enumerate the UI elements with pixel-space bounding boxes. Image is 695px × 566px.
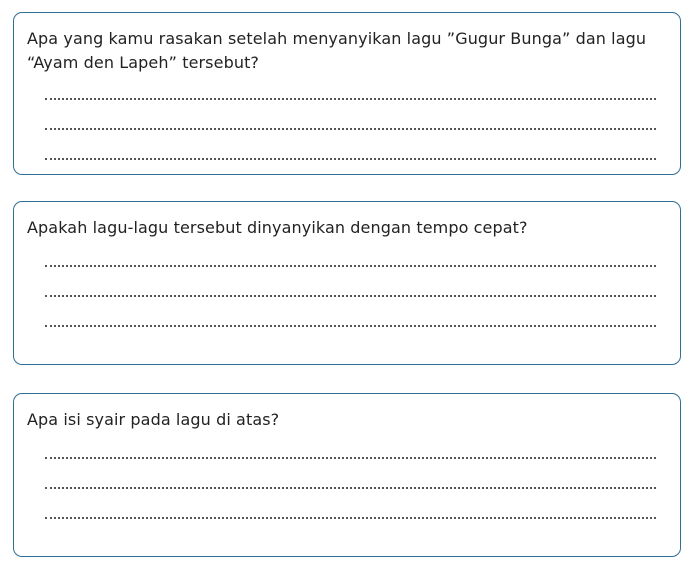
answer-line[interactable] (45, 98, 656, 100)
answer-line[interactable] (45, 325, 656, 327)
answer-line[interactable] (45, 487, 656, 489)
question-text-1: Apa yang kamu rasakan setelah menyanyikan lagu ”Gugur Bunga” dan lagu “Ayam den Lapeh” tersebut? (27, 29, 647, 72)
answer-line[interactable] (45, 128, 656, 130)
question-box-2 (13, 201, 681, 365)
question-box-1 (13, 12, 681, 175)
answer-line[interactable] (45, 295, 656, 297)
answer-line[interactable] (45, 265, 656, 267)
answer-line[interactable] (45, 457, 656, 459)
question-box-3 (13, 393, 681, 557)
answer-line[interactable] (45, 158, 656, 160)
question-text-2: Apakah lagu-lagu tersebut dinyanyikan dengan tempo cepat? (27, 218, 528, 237)
answer-line[interactable] (45, 517, 656, 519)
question-text-3: Apa isi syair pada lagu di atas? (27, 410, 280, 429)
